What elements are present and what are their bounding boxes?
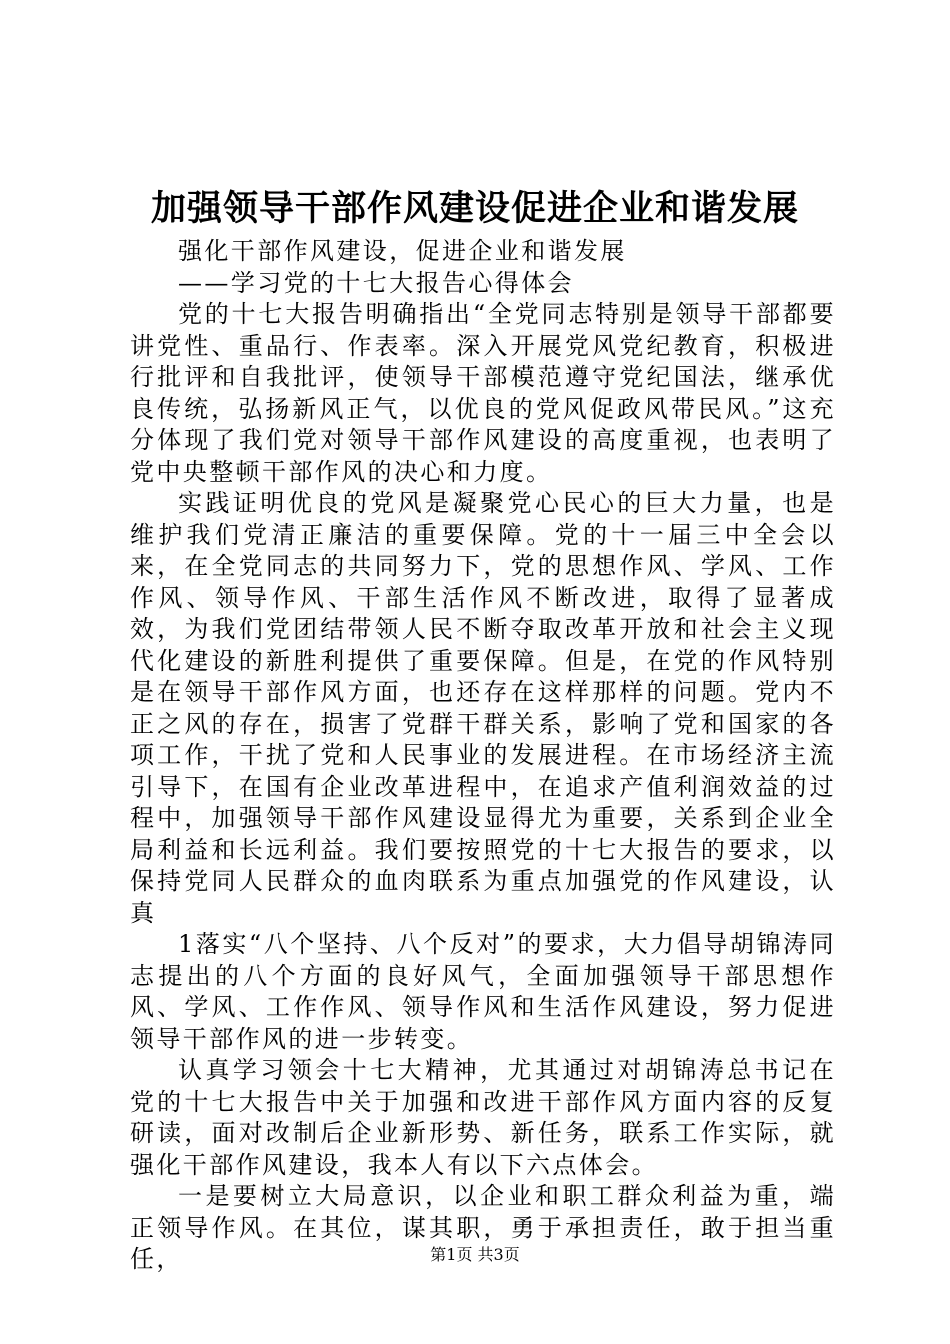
subtitle-line: 强化干部作风建设，促进企业和谐发展 — [178, 237, 627, 265]
body-paragraph: 实践证明优良的党风是凝聚党心民心的巨大力量，也是维护我们党清正廉洁的重要保障。党的十一届三中全会以来，在全党同志的共同努力下，党的思想作风、学风、工作作风、领导作风、干部生活作风不断改进，取得了显著成效，为我们党团结带领人民不断夺取改革开放和社会主义现代化建设的新胜利提供了重要保障。但是，在党的作风特别是在领导干部作风方面，也还存在这样那样的问题。党内不正之风的存在，损害了党群干群关系，影响了党和国家的各项工作，干扰了党和人民事业的发展进程。在市场经济主流引导下，在国有企业改革进程中，在追求产值利润效益的过程中，加强领导干部作风建设显得尤为重要，关系到企业全局利益和长远利益。我们要按照党的十七大报告的要求，以保持党同人民群众的血肉联系为重点加强党的作风建设，认真 — [130, 489, 836, 927]
document-body — [130, 236, 836, 1276]
body-paragraph: 一是要树立大局意识，以企业和职工群众利益为重，端正领导作风。在其位，谋其职，勇于承担责任，敢于担当重任， — [130, 1182, 836, 1273]
document-title: 加强领导干部作风建设促进企业和谐发展 — [150, 188, 799, 229]
body-paragraph: 1落实“八个坚持、八个反对”的要求，大力倡导胡锦涛同志提出的八个方面的良好风气，全面加强领导干部思想作风、学风、工作作风、领导作风和生活作风建设，努力促进领导干部作风的进一步转变。 — [130, 930, 836, 1053]
body-paragraph: 党的十七大报告明确指出“全党同志特别是领导干部都要讲党性、重品行、作表率。深入开展党风党纪教育，积极进行批评和自我批评，使领导干部模范遵守党纪国法，继承优良传统，弘扬新风正气，以优良的党风促政风带民风。”这充分体现了我们党对领导干部作风建设的高度重视，也表明了党中央整顿干部作风的决心和力度。 — [130, 300, 836, 486]
body-paragraph: 认真学习领会十七大精神，尤其通过对胡锦涛总书记在党的十七大报告中关于加强和改进干部作风方面内容的反复研读，面对改制后企业新形势、新任务，联系工作实际，就强化干部作风建设，我本人有以下六点体会。 — [130, 1056, 836, 1179]
page-number: 第1页 共3页 — [430, 1245, 520, 1264]
subtitle-sub-line: ——学习党的十七大报告心得体会 — [178, 268, 574, 297]
